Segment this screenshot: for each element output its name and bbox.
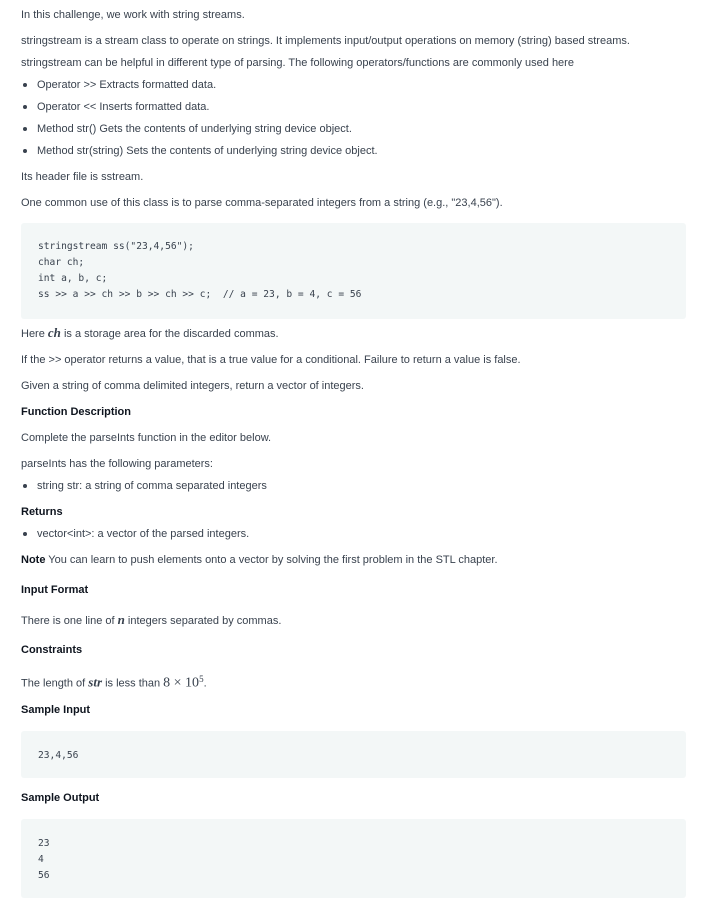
param-item: string str: a string of comma separated integers [37, 480, 267, 492]
note-label: Note [21, 554, 46, 566]
header-file-text: Its header file is sstream. [21, 171, 144, 183]
here-text: Here ch is a storage area for the discarded commas. [21, 325, 279, 340]
math-var-n: n [117, 612, 125, 627]
list-item: Operator << Inserts formatted data. [37, 101, 210, 113]
input-format-text: There is one line of n integers separated by commas. [21, 612, 282, 627]
bullet-icon [23, 484, 27, 488]
list-item: Operator >> Extracts formatted data. [37, 79, 217, 91]
common-use-text: One common use of this class is to parse comma-separated integers from a string (e.g., "23,4,56"). [21, 197, 503, 209]
description-line-1: stringstream is a stream class to operate on strings. It implements input/output operations on memory (string) based streams. [21, 35, 630, 47]
sample-output-line: 56 [38, 870, 50, 881]
math-expression: 8 × 10 [163, 675, 200, 691]
constraint-text: The length of str is less than $8 \times 10^5$. [21, 674, 207, 691]
math-var-str: str [88, 674, 103, 690]
sample-output-heading: Sample Output [21, 792, 100, 804]
code-block [21, 223, 686, 319]
returns-heading: Returns [21, 506, 63, 518]
sample-output-line: 23 [38, 838, 50, 849]
bullet-icon [23, 532, 27, 536]
sample-input-value: 23,4,56 [38, 750, 79, 761]
return-item: vector<int>: a vector of the parsed integers. [37, 528, 250, 540]
code-line: char ch; [38, 257, 85, 268]
function-description-heading: Function Description [21, 406, 131, 418]
sample-output-line: 4 [38, 854, 44, 865]
complete-text: Complete the parseInts function in the editor below. [21, 432, 272, 444]
sample-input-heading: Sample Input [21, 704, 91, 716]
sample-output-block [21, 819, 686, 898]
given-text: Given a string of comma delimited integers, return a vector of integers. [21, 380, 364, 392]
list-item: Method str(string) Sets the contents of underlying string device object. [37, 145, 378, 157]
code-line: int a, b, c; [38, 273, 108, 284]
bullet-icon [23, 149, 27, 153]
code-line: ss >> a >> ch >> b >> ch >> c; // a = 23, b = 4, c = 56 [38, 289, 362, 300]
bullet-icon [23, 83, 27, 87]
if-text: If the >> operator returns a value, that is a true value for a conditional. Failure to return a value is false. [21, 354, 521, 366]
bullet-icon [23, 127, 27, 131]
note-text: Note You can learn to push elements onto a vector by solving the first problem in the STL chapter. [21, 554, 498, 566]
list-item: Method str() Gets the contents of underlying string device object. [37, 123, 352, 135]
constraints-heading: Constraints [21, 644, 83, 656]
code-line: stringstream ss("23,4,56"); [38, 241, 194, 252]
sample-input-block [21, 731, 686, 778]
params-intro: parseInts has the following parameters: [21, 458, 213, 470]
math-var-ch: ch [47, 325, 61, 340]
bullet-icon [23, 105, 27, 109]
description-line-2: stringstream can be helpful in different type of parsing. The following operators/functions are commonly used here [21, 57, 574, 69]
intro-text: In this challenge, we work with string streams. [21, 9, 245, 21]
input-format-heading: Input Format [21, 584, 89, 596]
